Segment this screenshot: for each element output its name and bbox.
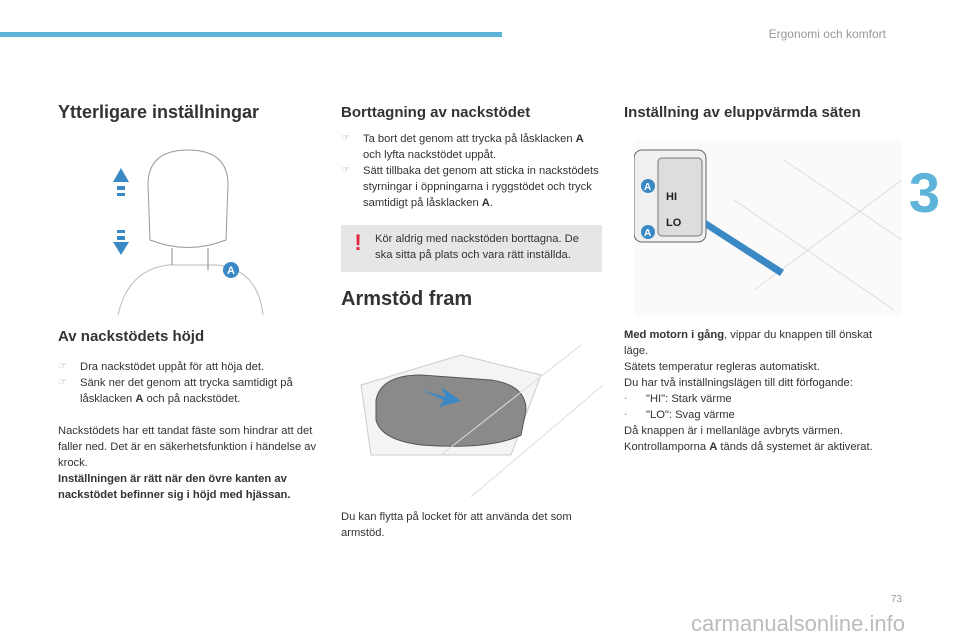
col2 — [341, 104, 603, 541]
section-title: Ergonomi och komfort — [768, 27, 886, 41]
watermark: carmanualsonline.info — [690, 611, 905, 636]
callout-label: A — [644, 228, 652, 239]
col3-title: Inställning av eluppvärmda säten — [624, 104, 861, 121]
list-item: - "HI": Stark värme — [624, 393, 732, 405]
arrow-up-icon — [113, 168, 129, 196]
arrow-down-icon — [113, 230, 129, 255]
hand-pointer-icon: ☞ — [341, 165, 350, 176]
bold-paragraph: Inställningen är rätt när den övre kanten av nackstödet befinner sig i höjd med hjässan. — [58, 473, 291, 501]
paragraph: Nackstödets har ett tandat fäste som hindrar att det faller ned. Det är en säkerhetsfunktion i händelse av krock. — [58, 425, 317, 469]
hand-pointer-icon: ☞ — [58, 361, 67, 372]
lo-label: LO — [666, 217, 682, 229]
col1-subtitle: Av nackstödets höjd — [58, 328, 205, 345]
list-item: ☞ Ta bort det genom att trycka på låsklacken A och lyfta nackstödet uppåt. — [341, 133, 584, 161]
armrest-illustration — [341, 325, 603, 497]
warning-icon: ! — [354, 230, 362, 255]
col1-title: Ytterligare inställningar — [58, 102, 260, 122]
hi-label: HI — [666, 191, 677, 203]
callout-label: A — [227, 265, 235, 277]
col2-title2: Armstöd fram — [341, 288, 473, 310]
warning-box — [341, 225, 602, 272]
col2-title: Borttagning av nackstödet — [341, 104, 531, 121]
callout-label: A — [644, 182, 652, 193]
col2-paragraph: Du kan flytta på locket för att använda det som armstöd. — [341, 511, 572, 539]
header-accent-bar — [0, 32, 502, 37]
list-item: ☞ Sänk ner det genom att trycka samtidigt på låsklacken A och på nackstödet. — [58, 377, 293, 405]
hand-pointer-icon: ☞ — [341, 133, 350, 144]
warning-text: Kör aldrig med nackstöden borttagna. De ska sitta på plats och vara rätt inställda. — [375, 233, 579, 261]
page-number: 73 — [890, 594, 902, 605]
hand-pointer-icon: ☞ — [58, 377, 67, 388]
chapter-number: 3 — [908, 161, 940, 224]
list-item: - "LO": Svag värme — [624, 409, 735, 421]
list-item: ☞ Dra nackstödet uppåt för att höja det. — [58, 361, 265, 373]
headrest-illustration — [108, 140, 268, 315]
list-item: ☞ Sätt tillbaka det genom att sticka in nackstödets styrningar i öppningarna i ryggstödet och tryck samtidigt på låsklacken A. — [341, 165, 599, 209]
heated-seat-switch-illustration — [634, 140, 902, 316]
col3-body: Med motorn i gång, vippar du knappen till önskat läge. Sätets temperatur regleras automatiskt. Du har två inställningslägen till ditt förfogande: - "HI": Stark värme - "LO": Svag värme Då knappen är i mellanläge avbryts värmen. Kontrollamporna A tänds då systemet är aktiverat. — [624, 327, 896, 455]
